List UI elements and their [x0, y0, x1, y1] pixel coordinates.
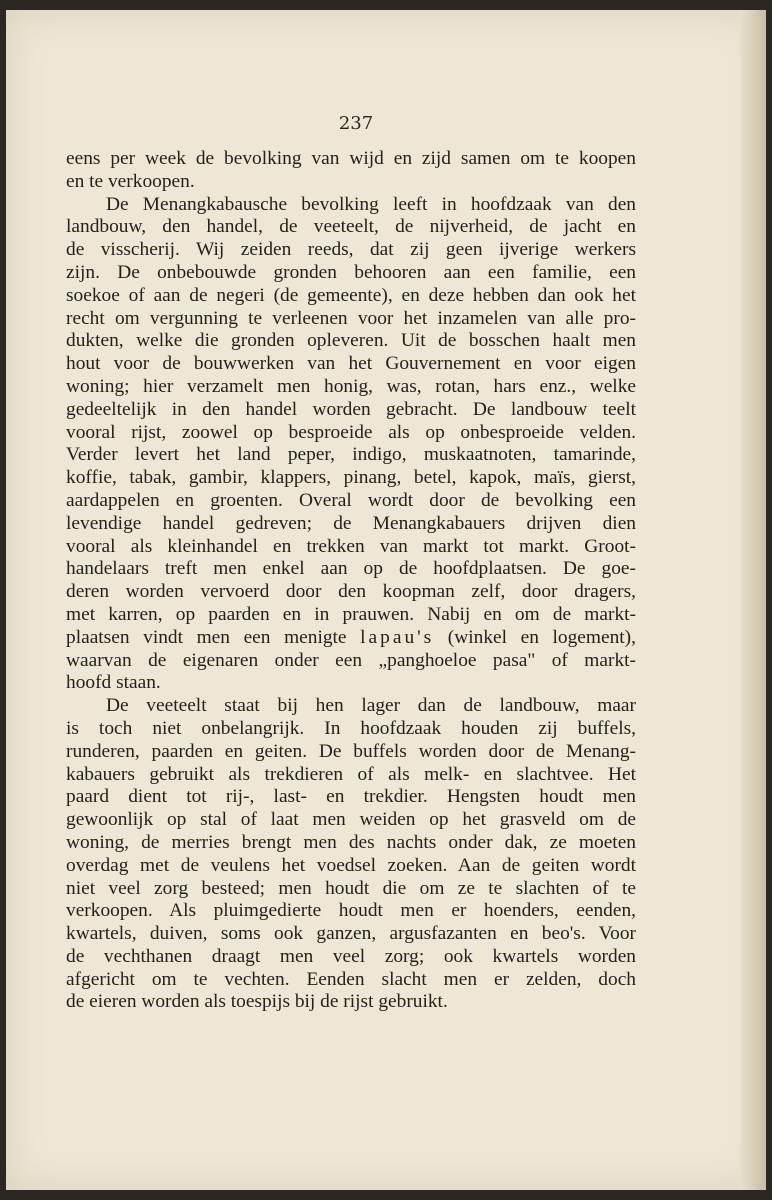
- page-edge: [740, 10, 766, 1190]
- text-line: handelaars treft men enkel aan op de hoofdplaatsen. De goe-: [66, 558, 636, 580]
- text-line: woning, de merries brengt men des nachts onder dak, ze moeten: [66, 831, 636, 853]
- text-line: gewoonlijk op stal of laat men weiden op het grasveld om de: [66, 809, 636, 831]
- text-line: en te verkoopen.: [66, 170, 195, 192]
- text-line: De Menangkabausche bevolking leeft in hoofdzaak van den: [106, 193, 636, 215]
- text-line: afgericht om te vechten. Eenden slacht men er zelden, doch: [66, 968, 636, 990]
- text-line: kabauers gebruikt als trekdieren of als melk- en slachtvee. Het: [66, 763, 636, 785]
- text-line: hout voor de bouwwerken van het Gouvernement en voor eigen: [66, 353, 636, 375]
- text-line: de eieren worden als toespijs bij de rijst gebruikt.: [66, 991, 448, 1013]
- text-segment: (winkel en logement),: [447, 626, 636, 648]
- text-line: overdag met de veulens het voedsel zoeken. Aan de geiten wordt: [66, 854, 636, 876]
- text-line-with-spaced-word: [66, 627, 636, 650]
- book-page: [6, 10, 766, 1190]
- text-line: landbouw, den handel, de veeteelt, de nijverheid, de jacht en: [66, 216, 636, 238]
- spaced-word: lapau's: [360, 626, 435, 648]
- text-line: kwartels, duiven, soms ook ganzen, argusfazanten en beo's. Voor: [66, 923, 636, 945]
- text-line: zijn. De onbebouwde gronden behooren aan een familie, een: [66, 261, 636, 283]
- text-line: runderen, paarden en geiten. De buffels worden door de Menang-: [66, 740, 636, 762]
- text-line: niet veel zorg besteed; men houdt die om ze te slachten of te: [66, 877, 636, 899]
- text-line: eens per week de bevolking van wijd en zijd samen om te koopen: [66, 148, 636, 169]
- text-line: vooral als kleinhandel en trekken van markt tot markt. Groot-: [66, 535, 636, 557]
- text-line: De veeteelt staat bij hen lager dan de landbouw, maar: [106, 695, 636, 717]
- text-line: recht om vergunning te verleenen voor het inzamelen van alle pro-: [66, 307, 636, 329]
- text-line: levendige handel gedreven; de Menangkabauers drijven dien: [66, 512, 636, 534]
- text-line: vooral rijst, zoowel op besproeide als op onbesproeide velden.: [66, 421, 636, 443]
- text-line: waarvan de eigenaren onder een „panghoeloe pasa" of markt-: [66, 649, 636, 671]
- text-line: aardappelen en groenten. Overal wordt door de bevolking een: [66, 489, 636, 511]
- text-line: hoofd staan.: [66, 672, 161, 694]
- text-line: deren worden vervoerd door den koopman zelf, door dragers,: [66, 581, 636, 603]
- text-line: de vechthanen draagt men veel zorg; ook kwartels worden: [66, 945, 636, 967]
- text-line: paard dient tot rij-, last- en trekdier. Hengsten houdt men: [66, 786, 636, 808]
- text-line: gedeeltelijk in den handel worden gebracht. De landbouw teelt: [66, 398, 636, 420]
- text-line: woning; hier verzamelt men honig, was, rotan, hars enz., welke: [66, 375, 636, 397]
- text-line: koffie, tabak, gambir, klappers, pinang, betel, kapok, maïs, gierst,: [66, 467, 636, 489]
- text-line: de visscherij. Wij zeiden reeds, dat zij geen ijverige werkers: [66, 239, 636, 261]
- text-segment: plaatsen vindt men een menigte: [66, 626, 347, 648]
- body-text: [66, 148, 636, 1014]
- text-line: verkoopen. Als pluimgedierte houdt men er hoenders, eenden,: [66, 900, 636, 922]
- text-line: dukten, welke die gronden opleveren. Uit de bosschen haalt men: [66, 330, 636, 352]
- text-line: soekoe of aan de negeri (de gemeente), en deze hebben dan ook het: [66, 284, 636, 306]
- text-line: is toch niet onbelangrijk. In hoofdzaak houden zij buffels,: [66, 717, 636, 739]
- page-number: 237: [338, 113, 374, 134]
- text-line: met karren, op paarden en in prauwen. Nabij en om de markt-: [66, 603, 636, 625]
- text-line: Verder levert het land peper, indigo, muskaatnoten, tamarinde,: [66, 444, 636, 466]
